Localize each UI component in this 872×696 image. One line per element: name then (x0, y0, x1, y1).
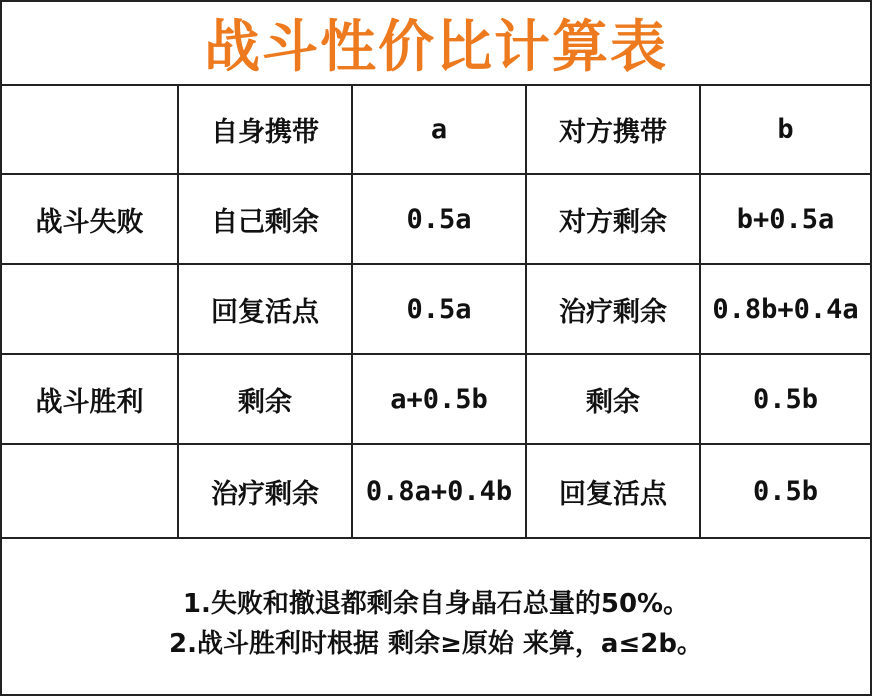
value-cell: a (352, 86, 526, 174)
note-line: 2.战斗胜利时根据 剩余≥原始 来算，a≤2b。 (169, 629, 703, 659)
calculation-table (2, 86, 870, 539)
notes-section (2, 538, 870, 694)
label-cell: 回复活点 (526, 444, 700, 538)
label-cell: 剩余 (178, 354, 352, 444)
label-cell: 治疗剩余 (178, 444, 352, 538)
value-cell: 0.5b (700, 444, 870, 538)
value-cell: 0.8b+0.4a (700, 264, 870, 354)
label-cell: 自己剩余 (178, 174, 352, 264)
value-cell: 0.5a (352, 174, 526, 264)
label-cell: 对方剩余 (526, 174, 700, 264)
value-cell: b+0.5a (700, 174, 870, 264)
table-row (2, 444, 870, 538)
label-cell: 治疗剩余 (526, 264, 700, 354)
value-cell: 0.5a (352, 264, 526, 354)
value-cell: 0.8a+0.4b (352, 444, 526, 538)
label-cell: 回复活点 (178, 264, 352, 354)
note-line: 1.失败和撤退都剩余自身晶石总量的50%。 (182, 589, 690, 619)
category-cell (2, 444, 178, 538)
table-row (2, 86, 870, 174)
value-cell: b (700, 86, 870, 174)
sheet-title: 战斗性价比计算表 (2, 2, 870, 86)
category-cell (2, 86, 178, 174)
label-cell: 自身携带 (178, 86, 352, 174)
value-cell: a+0.5b (352, 354, 526, 444)
table-row (2, 174, 870, 264)
label-cell: 对方携带 (526, 86, 700, 174)
category-cell (2, 264, 178, 354)
table-row (2, 264, 870, 354)
value-cell: 0.5b (700, 354, 870, 444)
category-cell: 战斗失败 (2, 174, 178, 264)
category-cell: 战斗胜利 (2, 354, 178, 444)
label-cell: 剩余 (526, 354, 700, 444)
table-row (2, 354, 870, 444)
